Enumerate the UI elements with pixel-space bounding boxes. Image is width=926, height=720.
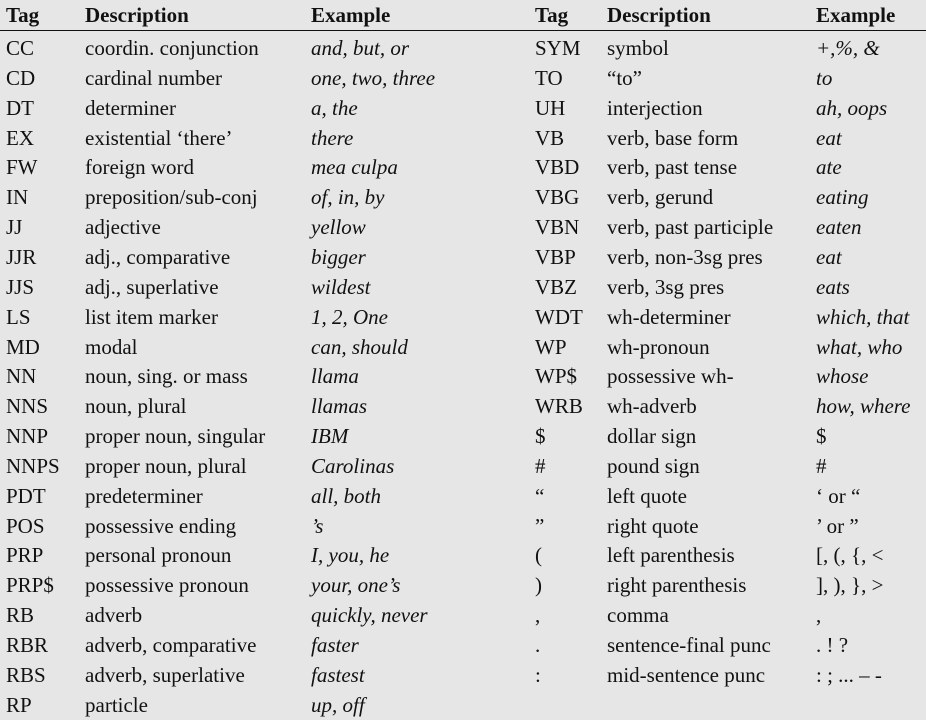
example-cell: quickly, never — [311, 603, 428, 628]
description-cell: determiner — [85, 95, 176, 120]
description-cell-2: right quote — [607, 513, 699, 538]
description-cell: existential ‘there’ — [85, 125, 233, 150]
table-row — [0, 212, 926, 242]
example-cell-2: ate — [816, 155, 842, 180]
table-row — [0, 391, 926, 421]
description-cell: coordin. conjunction — [85, 36, 259, 60]
description-cell-2: wh-adverb — [607, 394, 697, 419]
tag-cell-2: , — [535, 603, 541, 628]
description-cell: particle — [85, 692, 148, 717]
tag-cell: EX — [6, 125, 34, 150]
description-cell-2: verb, non-3sg pres — [607, 244, 763, 269]
header-example-2: Example — [816, 3, 896, 27]
example-cell: faster — [311, 633, 359, 657]
tag-cell: LS — [6, 304, 31, 329]
tag-cell-2: WRB — [535, 394, 583, 419]
example-cell-2: [, (, {, < — [816, 543, 884, 568]
tag-cell: DT — [6, 95, 34, 120]
example-cell: I, you, he — [311, 543, 390, 568]
example-cell-2: eating — [816, 185, 869, 210]
example-cell-2: ah, oops — [816, 95, 888, 120]
example-cell: your, one’s — [311, 573, 401, 598]
description-cell: personal pronoun — [85, 543, 232, 568]
tag-cell-2: # — [535, 453, 546, 478]
example-cell-2: # — [816, 453, 827, 478]
table-row — [0, 332, 926, 362]
description-cell-2: interjection — [607, 95, 703, 120]
example-cell: up, off — [311, 692, 365, 717]
description-cell-2: right parenthesis — [607, 573, 747, 598]
description-cell-2: verb, past participle — [607, 215, 774, 240]
tag-cell-2: WDT — [535, 304, 583, 329]
example-cell-2: : ; ... – - — [816, 662, 882, 687]
description-cell-2: symbol — [607, 36, 669, 60]
table-row — [0, 570, 926, 600]
example-cell-2: which, that — [816, 304, 910, 329]
description-cell: noun, plural — [85, 394, 187, 419]
example-cell: one, two, three — [311, 65, 436, 90]
tag-cell-2: VBZ — [535, 274, 577, 299]
tag-cell-2: UH — [535, 95, 566, 120]
tag-cell: MD — [6, 334, 40, 359]
example-cell-2: ‘ or “ — [816, 483, 861, 508]
table-row — [0, 182, 926, 212]
header-example: Example — [311, 3, 391, 27]
tag-cell: JJS — [6, 274, 35, 299]
example-cell-2: how, where — [816, 394, 911, 419]
tag-cell: NNS — [6, 394, 49, 419]
description-cell-2: left parenthesis — [607, 543, 735, 568]
tag-cell-2: : — [535, 662, 541, 687]
description-cell-2: pound sign — [607, 453, 700, 478]
tag-cell-2: . — [535, 633, 541, 657]
description-cell-2: wh-pronoun — [607, 334, 710, 359]
example-cell-2: to — [816, 65, 833, 90]
table-row — [0, 272, 926, 302]
table-row — [0, 63, 926, 93]
header-divider — [0, 30, 926, 31]
tag-cell: RBR — [6, 633, 49, 657]
table-row — [0, 123, 926, 153]
description-cell: adj., comparative — [85, 244, 231, 269]
table-row — [0, 302, 926, 332]
tag-cell-2: VBP — [535, 244, 576, 269]
example-cell: there — [311, 125, 354, 150]
tag-cell-2: WP — [535, 334, 567, 359]
description-cell: adj., superlative — [85, 274, 219, 299]
header-description-2: Description — [607, 3, 711, 27]
description-cell-2: sentence-final punc — [607, 633, 771, 657]
example-cell: can, should — [311, 334, 408, 359]
description-cell: adverb — [85, 603, 143, 628]
table-row — [0, 33, 926, 63]
example-cell-2: eaten — [816, 215, 862, 240]
example-cell: Carolinas — [311, 453, 395, 478]
tag-cell-2: WP$ — [535, 364, 577, 389]
tag-cell: CC — [6, 36, 35, 60]
example-cell-2: ], ), }, > — [816, 573, 884, 598]
example-cell: fastest — [311, 662, 365, 687]
example-cell: wildest — [311, 274, 371, 299]
example-cell: a, the — [311, 95, 358, 120]
description-cell-2: mid-sentence punc — [607, 662, 766, 687]
description-cell: list item marker — [85, 304, 218, 329]
example-cell-2: eat — [816, 244, 842, 269]
description-cell: foreign word — [85, 155, 195, 180]
description-cell: adverb, superlative — [85, 662, 245, 687]
table-row — [0, 361, 926, 391]
example-cell-2: what, who — [816, 334, 903, 359]
table-row — [0, 152, 926, 182]
table-row — [0, 630, 926, 660]
example-cell-2: $ — [816, 424, 827, 449]
tag-cell: NNPS — [6, 453, 60, 478]
tag-cell: POS — [6, 513, 45, 538]
tag-cell: NNP — [6, 424, 49, 449]
example-cell: all, both — [311, 483, 382, 508]
header-tag-2: Tag — [535, 3, 569, 27]
description-cell-2: verb, 3sg pres — [607, 274, 725, 299]
example-cell: bigger — [311, 244, 366, 269]
tag-cell-2: TO — [535, 65, 563, 90]
description-cell-2: comma — [607, 603, 669, 628]
description-cell: proper noun, singular — [85, 424, 266, 449]
tag-cell-2: SYM — [535, 36, 581, 60]
example-cell-2: eat — [816, 125, 842, 150]
table-row — [0, 540, 926, 570]
example-cell: IBM — [311, 424, 349, 449]
tag-cell: RBS — [6, 662, 46, 687]
table-row — [0, 660, 926, 690]
table-row — [0, 93, 926, 123]
description-cell-2: verb, base form — [607, 125, 739, 150]
description-cell: cardinal number — [85, 65, 223, 90]
example-cell-2: eats — [816, 274, 850, 299]
example-cell: yellow — [311, 215, 366, 240]
tag-cell: FW — [6, 155, 38, 180]
table-row — [0, 421, 926, 451]
tag-cell: NN — [6, 364, 37, 389]
description-cell-2: verb, gerund — [607, 185, 714, 210]
description-cell-2: dollar sign — [607, 424, 697, 449]
tag-cell-2: ” — [535, 513, 545, 538]
tag-cell-2: VB — [535, 125, 565, 150]
table-row — [0, 511, 926, 541]
tag-cell-2: $ — [535, 424, 546, 449]
table-header — [0, 0, 926, 30]
description-cell: possessive ending — [85, 513, 237, 538]
description-cell: noun, sing. or mass — [85, 364, 248, 389]
tag-cell-2: “ — [535, 483, 545, 508]
example-cell: of, in, by — [311, 185, 385, 210]
table-row — [0, 690, 926, 720]
header-tag: Tag — [6, 3, 40, 27]
description-cell-2: possessive wh- — [607, 364, 734, 389]
description-cell: predeterminer — [85, 483, 203, 508]
tag-cell: PRP$ — [6, 573, 54, 598]
description-cell: adjective — [85, 215, 161, 240]
tag-cell-2: VBN — [535, 215, 580, 240]
description-cell-2: verb, past tense — [607, 155, 738, 180]
tag-cell: RP — [6, 692, 32, 717]
example-cell: mea culpa — [311, 155, 398, 180]
tag-cell: PRP — [6, 543, 44, 568]
tag-cell: PDT — [6, 483, 46, 508]
description-cell: modal — [85, 334, 138, 359]
example-cell: llamas — [311, 394, 368, 419]
example-cell: ’s — [311, 513, 324, 538]
tag-cell: JJ — [6, 215, 23, 240]
description-cell: possessive pronoun — [85, 573, 249, 598]
header-description: Description — [85, 3, 189, 27]
table-row — [0, 600, 926, 630]
tag-cell-2: ) — [535, 573, 542, 598]
tag-cell: RB — [6, 603, 35, 628]
tag-cell-2: VBD — [535, 155, 580, 180]
table-row — [0, 481, 926, 511]
example-cell: 1, 2, One — [311, 304, 388, 329]
table-row — [0, 242, 926, 272]
example-cell-2: +,%, & — [816, 36, 880, 60]
example-cell: llama — [311, 364, 359, 389]
example-cell: and, but, or — [311, 36, 410, 60]
table-row — [0, 451, 926, 481]
description-cell: preposition/sub-conj — [85, 185, 258, 210]
description-cell-2: “to” — [607, 65, 642, 90]
example-cell-2: . ! ? — [816, 633, 849, 657]
example-cell-2: , — [816, 603, 822, 628]
description-cell-2: wh-determiner — [607, 304, 731, 329]
tag-cell-2: ( — [535, 543, 542, 568]
description-cell: adverb, comparative — [85, 633, 257, 657]
example-cell-2: whose — [816, 364, 869, 389]
tag-cell: IN — [6, 185, 29, 210]
tag-cell: JJR — [6, 244, 37, 269]
tag-cell: CD — [6, 65, 36, 90]
description-cell-2: left quote — [607, 483, 687, 508]
tag-cell-2: VBG — [535, 185, 580, 210]
description-cell: proper noun, plural — [85, 453, 247, 478]
example-cell-2: ’ or ” — [816, 513, 859, 538]
